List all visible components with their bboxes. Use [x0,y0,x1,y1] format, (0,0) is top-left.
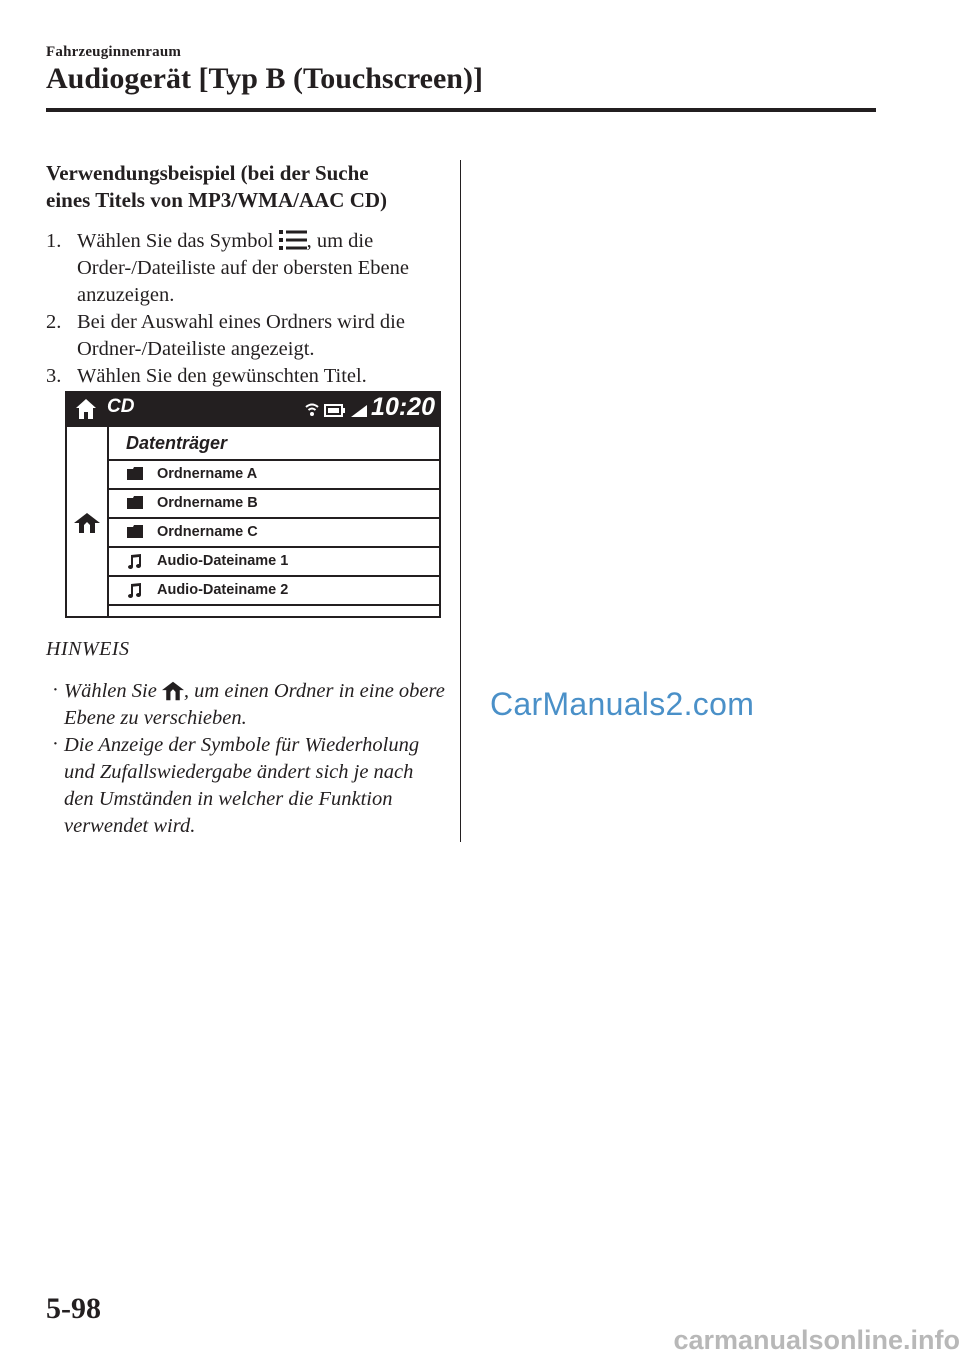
list-item[interactable] [109,519,439,548]
status-bar [65,391,441,427]
list-item-label: Ordnername C [157,524,258,540]
list-item[interactable] [109,490,439,519]
signal-icon [351,405,367,417]
folder-icon [127,496,143,509]
note-text-continued: , um einen Ordner in eine obere Ebene zu verschieben. [64,680,445,729]
example-heading-line-1: Verwendungsbeispiel (bei der Suche [46,161,369,185]
note-bullet: · [52,679,59,701]
step-text: Wählen Sie das Symbol [77,230,279,252]
list-item-label: Ordnername B [157,495,258,511]
list-icon [279,229,307,251]
section-label: Fahrzeuginnenraum [46,44,182,60]
file-list [109,427,439,616]
list-item-label: Ordnername A [157,466,258,482]
page-title: Audiogerät [Typ B (Touchscreen)] [46,62,483,95]
list-item-label: Audio-Dateiname 1 [157,553,289,569]
step-number: 1. [46,230,62,252]
note-item [46,678,446,732]
music-note-icon [127,554,141,570]
title-rule [46,108,876,112]
step-number: 3. [46,365,62,387]
wifi-icon [306,405,318,417]
watermark: CarManuals2.com [490,686,755,722]
source-label: CD [107,396,135,417]
step-number: 2. [46,311,62,333]
footer-link[interactable]: carmanualsonline.info [673,1325,960,1355]
note-heading: HINWEIS [46,638,130,660]
step-item [46,309,446,363]
example-heading-line-2: eines Titels von MP3/WMA/AAC CD) [46,188,388,212]
example-heading [46,160,446,214]
side-panel [67,427,109,616]
step-item [46,228,446,309]
list-item[interactable] [109,577,439,606]
folder-icon [127,525,143,538]
screen-illustration [65,391,441,618]
clock: 10:20 [371,393,435,421]
step-item [46,363,446,390]
list-item[interactable] [109,461,439,490]
step-text: Bei der Auswahl eines Ordners wird die Ordner-/Dateiliste angezeigt. [77,311,405,360]
note-bullet: · [52,733,59,755]
folder-up-icon [162,681,184,701]
status-icons [305,402,369,418]
music-note-icon [127,583,141,599]
list-item[interactable] [109,548,439,577]
step-text: Wählen Sie den gewünschten Titel. [77,365,367,387]
step-text-continued: , um die Order-/Dateiliste auf der obersten Ebene anzuzeigen. [77,230,409,306]
column-divider [460,160,461,842]
notes-list [46,678,446,840]
note-item [46,732,446,840]
home-icon [75,398,97,420]
list-header: Datenträger [109,427,439,461]
battery-icon [325,405,345,416]
page-number: 5-98 [46,1292,101,1325]
screen-body [67,427,439,616]
steps-list [46,228,446,390]
note-text: Die Anzeige der Symbole für Wiederholung und Zufallswiedergabe ändert sich je nach den Umständen in welcher die Funktion verwendet wird. [64,734,420,837]
folder-icon [127,467,143,480]
folder-up-icon[interactable] [74,513,100,533]
note-text: Wählen Sie [64,680,162,702]
list-item-label: Audio-Dateiname 2 [157,582,289,598]
